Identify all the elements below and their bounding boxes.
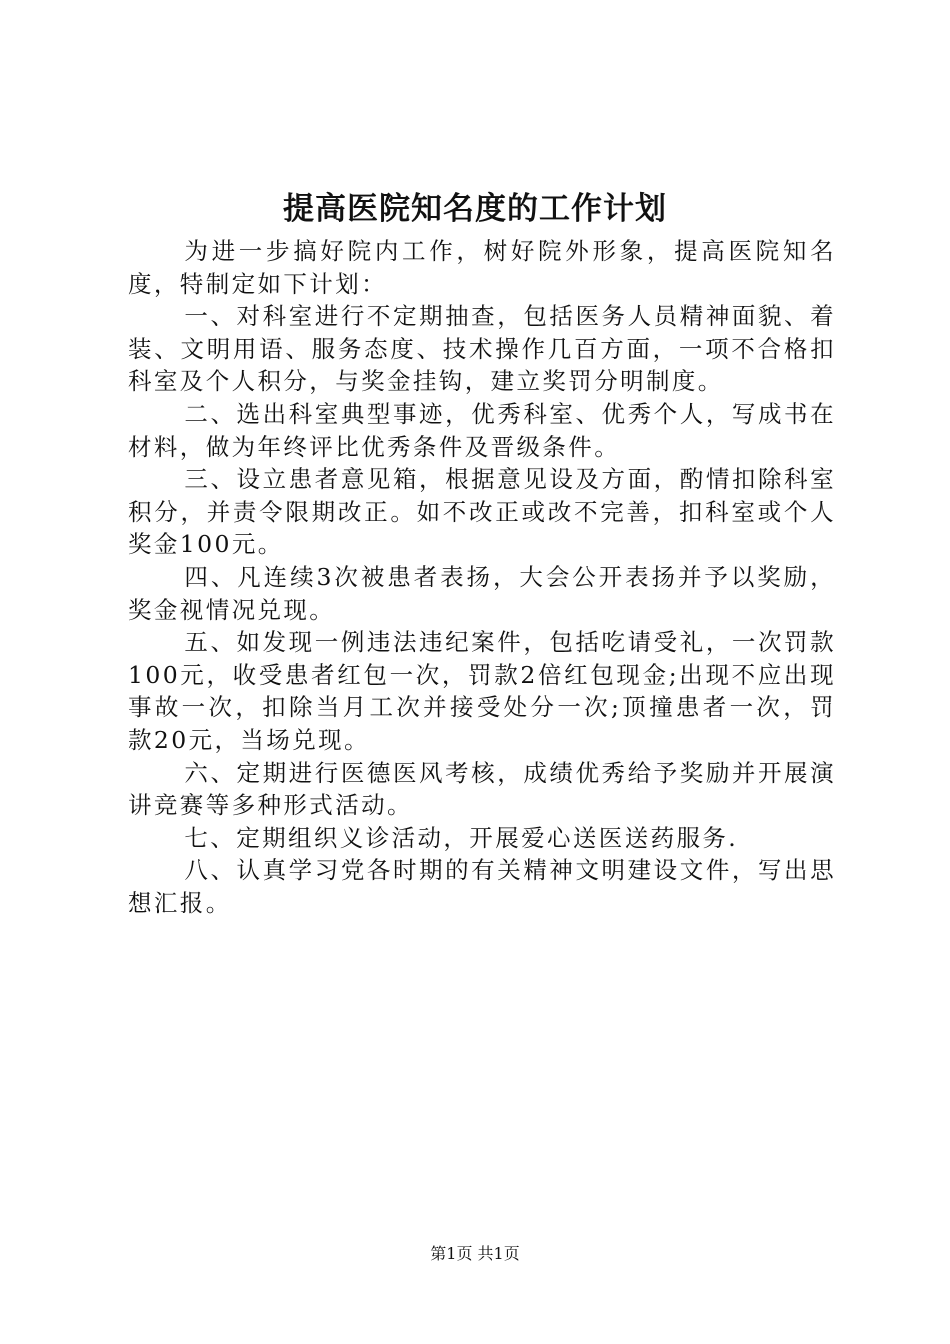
paragraph-item-5: 五、如发现一例违法违纪案件，包括吃请受礼，一次罚款100元，收受患者红包一次，罚款2倍红包现金;出现不应出现事故一次，扣除当月工次并接受处分一次;顶撞患者一次，罚款20元，当场兑现。: [128, 628, 836, 754]
page-title: 提高医院知名度的工作计划: [283, 191, 667, 227]
paragraph-item-7: 七、定期组织义诊活动，开展爱心送医送药服务.: [184, 823, 739, 852]
paragraph-item-4: 四、凡连续3次被患者表扬，大会公开表扬并予以奖励，奖金视情况兑现。: [128, 562, 836, 624]
document-body: [128, 235, 836, 919]
page-footer: 第1页 共1页: [430, 1244, 520, 1263]
paragraph-item-2: 二、选出科室典型事迹，优秀科室、优秀个人，写成书在材料，做为年终评比优秀条件及晋级条件。: [128, 399, 836, 461]
paragraph-item-8: 八、认真学习党各时期的有关精神文明建设文件，写出思想汇报。: [128, 856, 836, 917]
paragraph-item-3: 三、设立患者意见箱，根据意见设及方面，酌情扣除科室积分，并责令限期改正。如不改正或改不完善，扣科室或个人奖金100元。: [128, 465, 836, 559]
paragraph-item-6: 六、定期进行医德医风考核，成绩优秀给予奖励并开展演讲竞赛等多种形式活动。: [128, 758, 836, 820]
paragraph-intro: 为进一步搞好院内工作，树好院外形象，提高医院知名度，特制定如下计划：: [128, 237, 836, 298]
paragraph-item-1: 一、对科室进行不定期抽查，包括医务人员精神面貌、着装、文明用语、服务态度、技术操作几百方面，一项不合格扣科室及个人积分，与奖金挂钩，建立奖罚分明制度。: [128, 302, 836, 396]
